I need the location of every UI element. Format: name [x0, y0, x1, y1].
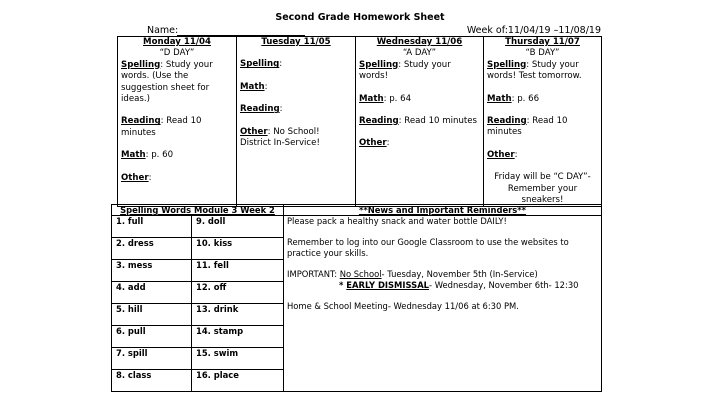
day-cell-tuesday [237, 37, 356, 207]
math-text: : p. 60 [145, 150, 174, 161]
important-prefix: IMPORTANT: [287, 269, 340, 279]
day-cell-thursday [484, 37, 602, 207]
no-school-rest: - Tuesday, November 5th (In-Service) [381, 269, 538, 279]
math-label: Math [121, 150, 146, 161]
math-entry [121, 150, 233, 161]
reading-entry [359, 116, 480, 127]
news-snack: Please pack a healthy snack and water bottle DAILY! [287, 216, 507, 226]
other-text: : No School! District In-Service! [240, 126, 320, 149]
spelling-word: 10. kiss [192, 238, 284, 260]
day-type: “A DAY” [402, 48, 437, 59]
other-entry [240, 127, 352, 150]
day-heading: Wednesday 11/06 [376, 37, 463, 47]
math-entry [487, 94, 598, 105]
spelling-word: 7. spill [112, 348, 192, 370]
spelling-word: 9. doll [192, 216, 284, 238]
spelling-label: Spelling [121, 59, 161, 70]
other-entry [487, 150, 598, 161]
spelling-entry [487, 60, 598, 83]
reading-entry [240, 104, 352, 115]
spelling-text: : Study your words! Test tomorrow. [487, 59, 582, 82]
other-label: Other [487, 149, 515, 160]
math-text: : p. 66 [511, 93, 540, 104]
reading-label: Reading [487, 116, 527, 127]
week-of-label: Week of:11/04/19 –11/08/19 [466, 25, 601, 36]
spelling-word: 6. pull [112, 326, 192, 348]
reading-text: : [279, 104, 283, 115]
math-entry [240, 82, 352, 93]
math-label: Math [240, 81, 265, 92]
early-dismissal-rest: - Wednesday, November 6th- 12:30 [429, 280, 579, 290]
reading-text: : Read 10 minutes [398, 116, 478, 127]
spelling-word: 12. off [192, 282, 284, 304]
reading-text: : Read 10 minutes [487, 116, 568, 138]
other-text: : [386, 138, 390, 149]
weekly-homework-table [117, 36, 602, 207]
other-label: Other [121, 172, 149, 183]
reading-entry [121, 116, 233, 139]
name-label: Name: [147, 25, 179, 36]
spelling-label: Spelling [359, 59, 399, 70]
spelling-news-table [111, 204, 602, 392]
other-entry [121, 173, 233, 184]
spelling-word: 1. full [112, 216, 192, 238]
spelling-text: : [279, 59, 283, 70]
other-text: : [148, 172, 152, 183]
spelling-word: 15. swim [192, 348, 284, 370]
spelling-text: : Study your words. (Use the suggestion sheet for ideas.) [121, 59, 213, 105]
news-google-classroom: Remember to log into our Google Classroom to use the websites to practice your skills. [287, 237, 569, 258]
spelling-entry [359, 60, 480, 83]
day-cell-monday [118, 37, 237, 207]
day-type: “D DAY” [159, 48, 195, 59]
reading-label: Reading [359, 116, 399, 127]
spelling-word: 2. dress [112, 238, 192, 260]
spelling-entry [121, 60, 233, 106]
spelling-label: Spelling [487, 59, 527, 70]
friday-note: Friday will be “C DAY”- Remember your sneakers! [494, 172, 591, 206]
day-heading: Tuesday 11/05 [261, 37, 331, 47]
spelling-word: 14. stamp [192, 326, 284, 348]
news-early-dismissal [287, 280, 598, 291]
other-text: : [514, 149, 518, 160]
spelling-text: : Study your words! [359, 59, 451, 82]
spelling-word: 4. add [112, 282, 192, 304]
spelling-label: Spelling [240, 59, 280, 70]
reading-text: : Read 10 minutes [121, 116, 202, 138]
spelling-words-header: Spelling Words Module 3 Week 2 [112, 205, 284, 216]
math-label: Math [487, 93, 512, 104]
day-heading: Monday 11/04 [143, 37, 211, 47]
news-header: **News and Important Reminders** [284, 205, 602, 216]
other-entry [359, 138, 480, 149]
news-home-school-meeting: Home & School Meeting- Wednesday 11/06 at 6:30 PM. [287, 301, 519, 311]
math-text: : p. 64 [383, 93, 412, 104]
spelling-word: 13. drink [192, 304, 284, 326]
reading-label: Reading [121, 116, 161, 127]
day-cell-wednesday [356, 37, 484, 207]
reading-entry [487, 116, 598, 139]
other-label: Other [359, 138, 387, 149]
other-label: Other [240, 126, 268, 137]
day-heading: Thursday 11/07 [505, 37, 580, 47]
spelling-word: 8. class [112, 370, 192, 392]
math-entry [359, 94, 480, 105]
spelling-word: 11. fell [192, 260, 284, 282]
spelling-word: 5. hill [112, 304, 192, 326]
reading-label: Reading [240, 104, 280, 115]
news-cell [284, 216, 602, 392]
math-label: Math [359, 93, 384, 104]
math-text: : [264, 81, 268, 92]
page-title: Second Grade Homework Sheet [275, 12, 445, 23]
spelling-entry [240, 59, 352, 70]
spelling-word: 3. mess [112, 260, 192, 282]
news-important [287, 269, 598, 280]
spelling-word: 16. place [192, 370, 284, 392]
early-dismissal-text: EARLY DISMISSAL [346, 280, 430, 290]
no-school-text: No School [339, 269, 382, 279]
day-type: “B DAY” [525, 48, 560, 59]
early-prefix: * [339, 280, 347, 290]
